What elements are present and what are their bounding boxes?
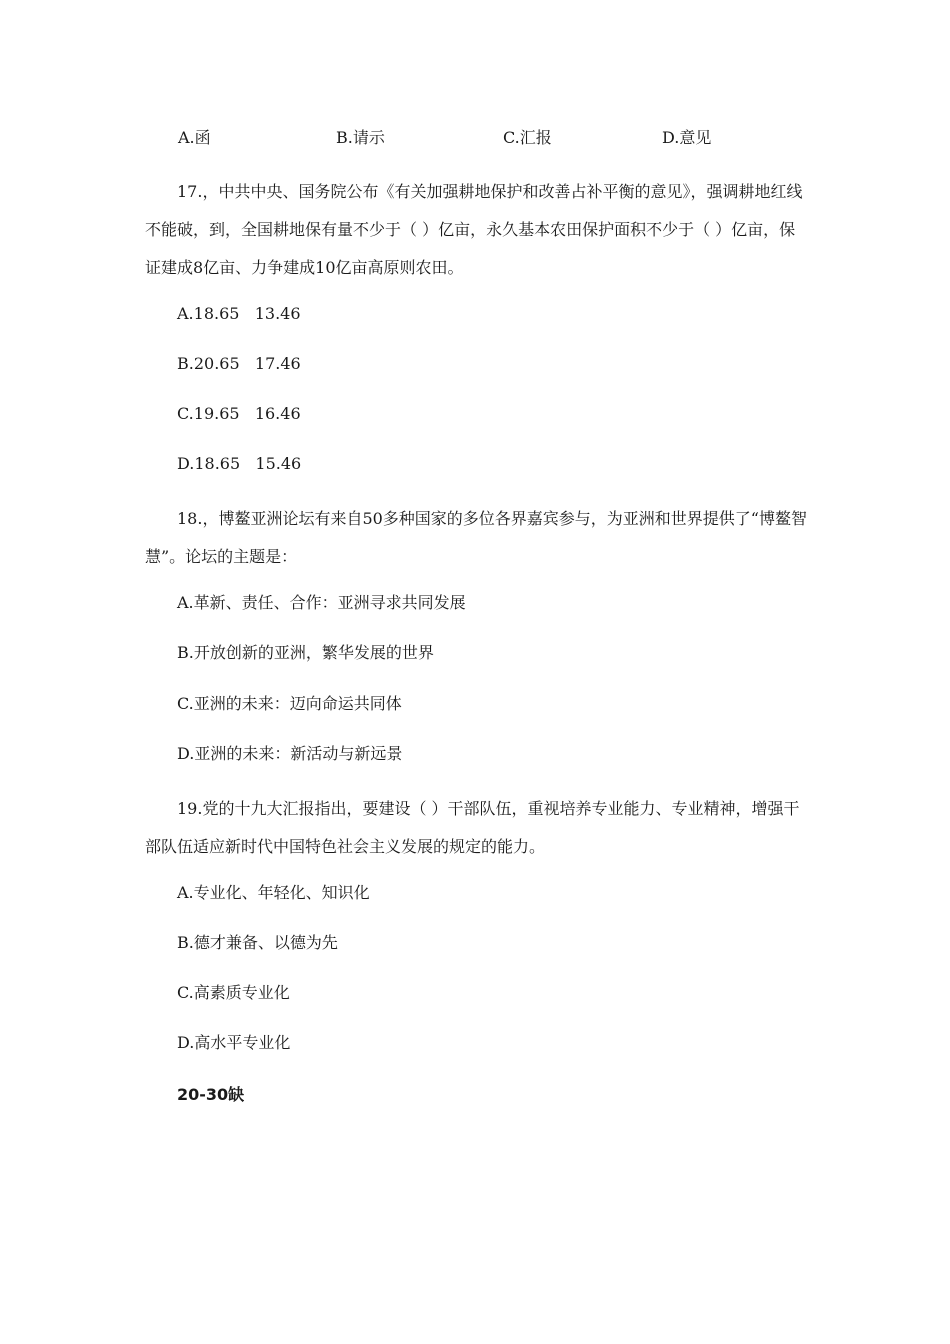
q18-option-d: D.亚洲的未来：新活动与新远景 (177, 744, 403, 763)
missing-questions-note: 20-30缺 (177, 1085, 245, 1104)
q18-option-c: C.亚洲的未来：迈向命运共同体 (177, 694, 402, 713)
q16-option-d: D.意见 (662, 128, 712, 147)
q16-option-a: A.函 (178, 128, 211, 147)
q19-option-b: B.德才兼备、以德为先 (177, 933, 338, 952)
q18-stem: 18.，博鳌亚洲论坛有来自50多种国家的多位各界嘉宾参与，为亚洲和世界提供了“博鳌智慧”。论坛的主题是： (145, 509, 807, 566)
q16-option-c: C.汇报 (503, 128, 552, 147)
q18-option-a: A.革新、责任、合作：亚洲寻求共同发展 (177, 593, 466, 612)
q19-stem: 19.党的十九大汇报指出，要建设（ ）干部队伍，重视培养专业能力、专业精神，增强干部队伍适应新时代中国特色社会主义发展的规定的能力。 (145, 799, 800, 856)
q17-option-d: D.18.65 15.46 (177, 454, 302, 473)
q16-options (178, 128, 798, 150)
q18-option-b: B.开放创新的亚洲，繁华发展的世界 (177, 643, 434, 662)
q17-option-b: B.20.65 17.46 (177, 354, 301, 373)
q16-option-b: B.请示 (336, 128, 385, 147)
q19-option-c: C.高素质专业化 (177, 983, 290, 1002)
q17-stem: 17.，中共中央、国务院公布《有关加强耕地保护和改善占补平衡的意见》，强调耕地红线不能破，到，全国耕地保有量不少于（ ）亿亩，永久基本农田保护面积不少于（ ）亿亩，保证建成8亿亩、力争建成10亿亩高原则农田。 (145, 182, 803, 277)
q17-option-c: C.19.65 16.46 (177, 404, 301, 423)
q17-option-a: A.18.65 13.46 (177, 304, 301, 323)
q19-option-d: D.高水平专业化 (177, 1033, 291, 1052)
q19-option-a: A.专业化、年轻化、知识化 (177, 883, 370, 902)
